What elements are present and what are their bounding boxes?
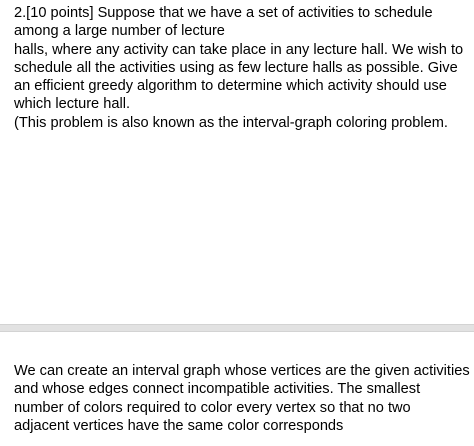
question-line: which lecture hall.	[14, 96, 130, 113]
question-line: an efficient greedy algorithm to determine which activity should use	[14, 78, 447, 95]
question-line: halls, where any activity can take place in any lecture hall. We wish to	[14, 41, 464, 58]
question-text	[14, 4, 463, 132]
answer-line: We can create an interval graph whose vertices are the given activities	[14, 363, 470, 379]
section-divider	[0, 324, 474, 332]
question-line: schedule all the activities using as few lecture halls as possible. Give	[14, 59, 458, 76]
answer-text	[14, 362, 470, 435]
answer-line: number of colors required to color every vertex so that no two	[14, 399, 411, 416]
question-line: among a large number of lecture	[14, 23, 225, 40]
answer-line: adjacent vertices have the same color corresponds	[14, 417, 344, 434]
question-line: 2.[10 points] Suppose that we have a set of activities to schedule	[14, 5, 433, 21]
answer-line: and whose edges connect incompatible activities. The smallest	[14, 381, 421, 398]
question-line: (This problem is also known as the interval-graph coloring problem.	[14, 114, 448, 131]
